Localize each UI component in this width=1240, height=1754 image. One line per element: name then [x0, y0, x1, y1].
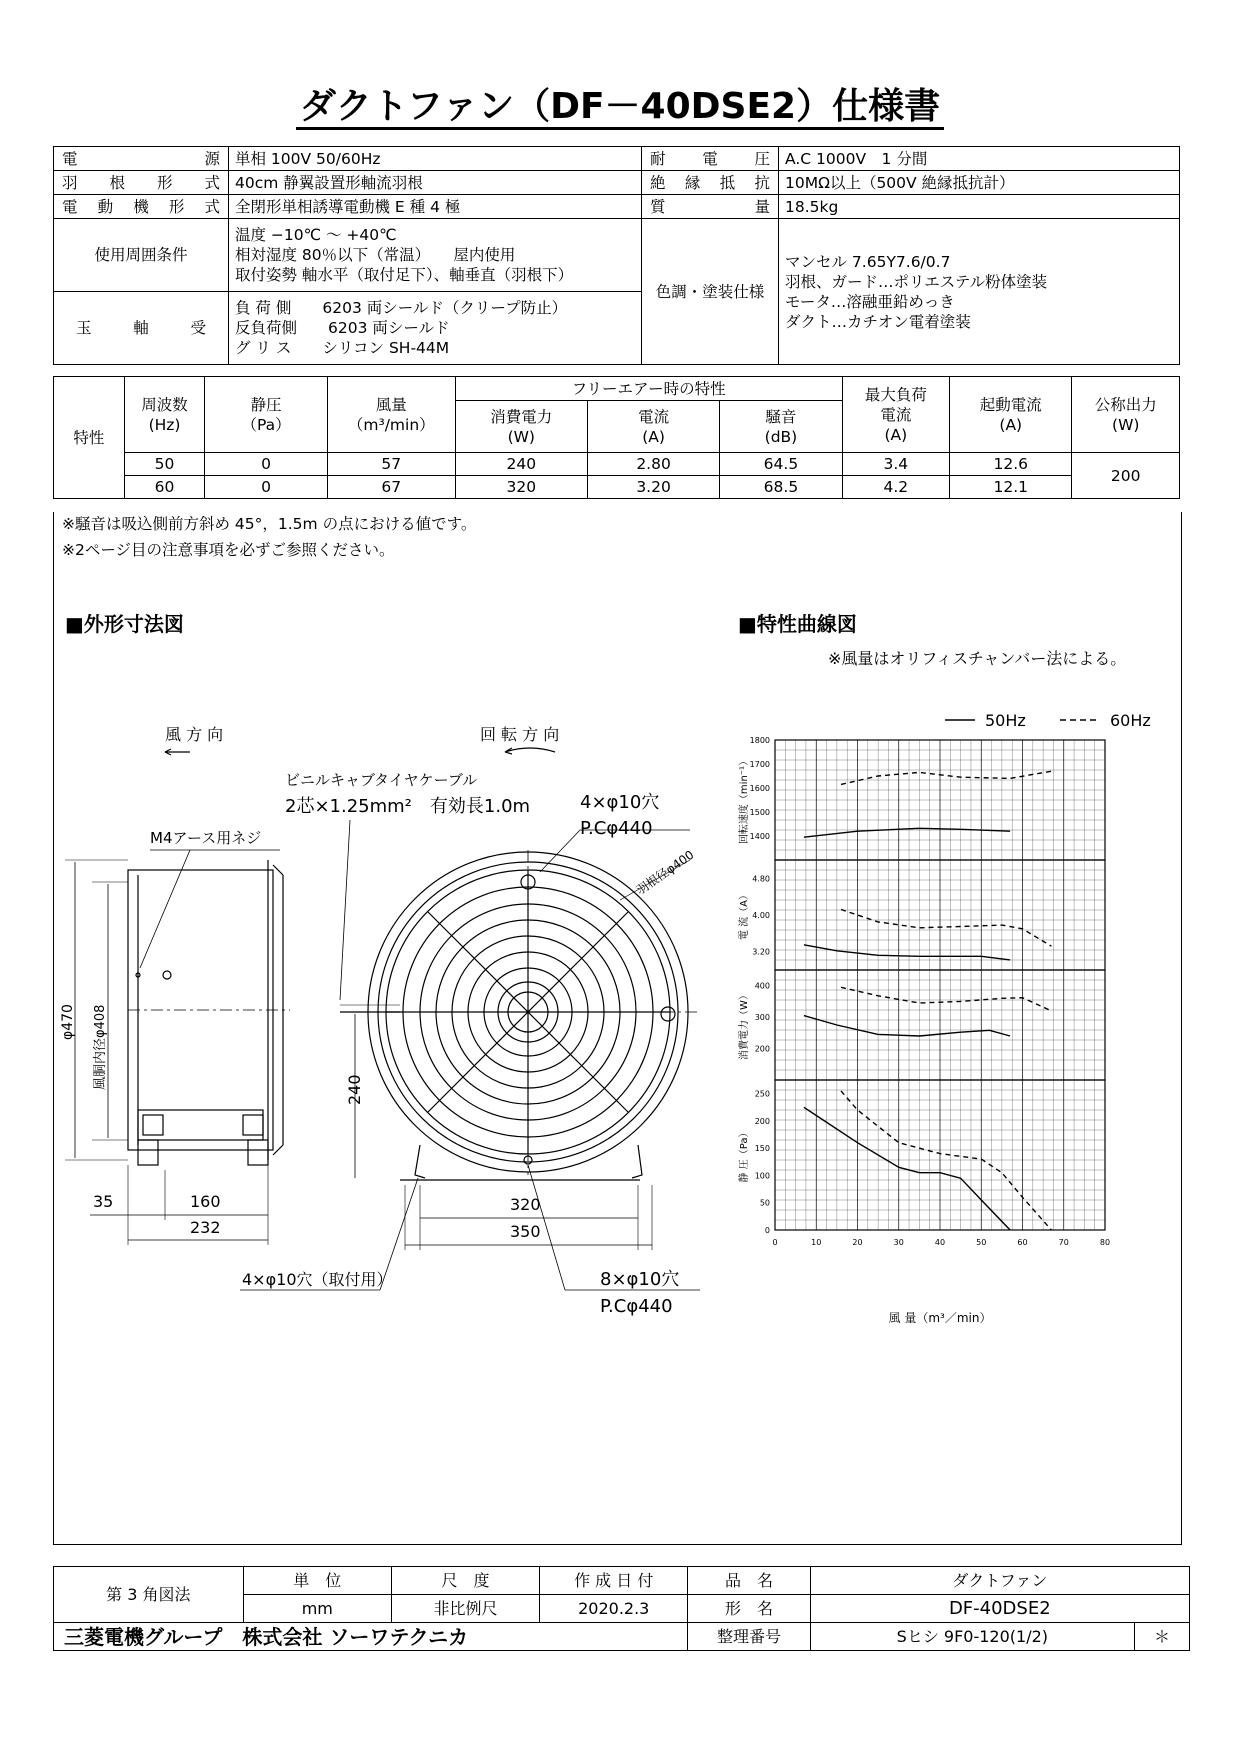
model-label: 形 名 [688, 1595, 810, 1623]
free-air-header: フリーエアー時の特性 [455, 377, 842, 401]
x-tick-label: 50 [976, 1238, 987, 1247]
date-value: 2020.2.3 [540, 1595, 688, 1623]
y-tick-label: 400 [754, 981, 770, 991]
perf-label: 特性 [54, 377, 125, 499]
dim-350: 350 [510, 1222, 541, 1241]
dim-408: 風胴内径φ408 [93, 1004, 108, 1090]
cell: 12.1 [950, 476, 1072, 499]
motor-label: 電動機形式 [54, 195, 229, 219]
color-line: モータ…溶融亜鉛めっき [785, 292, 955, 311]
x-tick-label: 60 [1017, 1238, 1028, 1247]
bearing-line: 反負荷側 6203 両シールド [235, 319, 450, 337]
cell: 60 [124, 476, 205, 499]
document-title: ダクトファン（DF－40DSE2）仕様書 [0, 78, 1240, 129]
cell: 0 [205, 476, 328, 499]
color-line: 羽根、ガード…ポリエステル粉体塗装 [785, 272, 1048, 291]
x-tick-label: 70 [1058, 1238, 1069, 1247]
holes-bottom-label: 8×φ10穴 [600, 1269, 680, 1290]
unit-label: 単 位 [243, 1567, 391, 1595]
power-label: 電源 [54, 147, 229, 171]
y-tick-label: 1700 [749, 760, 770, 769]
y-axis-label: 消費電力（W） [739, 990, 750, 1060]
ref-value: Sヒシ 9F0-120(1/2) [810, 1623, 1134, 1651]
x-tick-label: 20 [852, 1238, 863, 1247]
y-tick-label: 100 [754, 1171, 770, 1181]
cell: 68.5 [720, 476, 842, 499]
ref-label: 整理番号 [688, 1623, 810, 1651]
y-tick-label: 1800 [749, 736, 770, 745]
rated-output-value: 200 [1072, 453, 1180, 499]
x-tick-label: 0 [772, 1238, 778, 1247]
chart-labels [737, 736, 1110, 1247]
y-tick-label: 150 [754, 1144, 770, 1154]
wind-direction-label: 風 方 向 [165, 725, 224, 744]
cell: 67 [327, 476, 455, 499]
current-header: 電流 (A) [587, 401, 719, 453]
y-tick-label: 4.80 [752, 874, 770, 884]
series-line-50Hz [804, 1107, 1010, 1230]
x-tick-label: 40 [934, 1238, 946, 1247]
curve-note: ※風量はオリフィスチャンバー法による。 [828, 649, 1127, 668]
env-value [229, 219, 642, 292]
color-line: マンセル 7.65Y7.6/0.7 [785, 252, 951, 271]
cell: 3.20 [587, 476, 719, 499]
pcd-bottom-label: P.Cφ440 [600, 1296, 673, 1317]
cell: 320 [455, 476, 587, 499]
cell: 2.80 [587, 453, 719, 476]
rated-output-header: 公称出力 (W) [1072, 377, 1180, 453]
dim-35: 35 [93, 1192, 114, 1211]
y-tick-label: 250 [754, 1089, 770, 1099]
cell: 240 [455, 453, 587, 476]
table-row [54, 453, 1180, 476]
color-value [779, 219, 1180, 365]
start-current-header: 起動電流 (A) [950, 377, 1072, 453]
chart-grid [775, 740, 1105, 1230]
y-axis-label: 電 流（A） [739, 889, 750, 941]
y-tick-label: 300 [754, 1013, 770, 1023]
cell: 12.6 [950, 453, 1072, 476]
y-tick-label: 3.20 [752, 947, 770, 957]
curve-heading: ■特性曲線図 [738, 612, 857, 636]
series-line-60Hz [841, 771, 1051, 784]
blade-label: 羽根形式 [54, 171, 229, 195]
freq-header: 周波数 (Hz) [124, 377, 205, 453]
mass-label: 質量 [642, 195, 779, 219]
cell: 57 [327, 453, 455, 476]
series-line-60Hz [841, 910, 1051, 947]
cell: 64.5 [720, 453, 842, 476]
table-row [54, 476, 1180, 499]
earth-screw-label: M4アース用ネジ [150, 829, 262, 847]
max-current-header: 最大負荷 電流 (A) [842, 377, 949, 453]
blade-diameter-label: 羽根径φ400 [633, 847, 697, 898]
color-label: 色調・塗装仕様 [642, 219, 779, 365]
dim-232: 232 [190, 1218, 221, 1237]
withstand-value: A.C 1000V 1 分間 [779, 147, 1180, 171]
airflow-header: 風量 （m³/min） [327, 377, 455, 453]
cell: 4.2 [842, 476, 949, 499]
performance-table [53, 376, 1180, 499]
bearing-line: 負 荷 側 6203 両シールド（クリープ防止） [235, 299, 568, 317]
title-block [53, 1566, 1190, 1651]
mark: ＊ [1135, 1623, 1190, 1651]
dim-160: 160 [190, 1192, 221, 1211]
insulation-label: 絶縁抵抗 [642, 171, 779, 195]
withstand-label: 耐電圧 [642, 147, 779, 171]
scale-label: 尺 度 [391, 1567, 539, 1595]
blade-value: 40cm 静翼設置形軸流羽根 [229, 171, 642, 195]
rotation-direction-label: 回 転 方 向 [480, 725, 560, 744]
cell: 0 [205, 453, 328, 476]
x-tick-label: 80 [1099, 1238, 1111, 1247]
mount-holes-label: 4×φ10穴（取付用） [242, 1270, 393, 1289]
cable-spec: 2芯×1.25mm² 有効長1.0m [285, 796, 531, 817]
name-label: 品 名 [688, 1567, 810, 1595]
characteristic-chart [735, 700, 1175, 1340]
color-line: ダクト…カチオン電着塗装 [785, 312, 971, 331]
y-axis-label: 回転速度（min⁻¹） [739, 755, 750, 845]
y-axis-label: 静 圧（Pa） [739, 1127, 750, 1183]
note: ※騒音は吸込側前方斜め 45°，1.5m の点における値です。 [62, 515, 477, 533]
scale-value: 非比例尺 [391, 1595, 539, 1623]
y-tick-label: 1600 [749, 784, 770, 793]
spec-table [53, 146, 1180, 365]
x-axis-label: 風 量（m³／min） [888, 1311, 992, 1325]
env-line: 取付姿勢 軸水平（取付足下）、軸垂直（羽根下） [235, 266, 574, 284]
company-name: 三菱電機グループ 株式会社 ソーワテクニカ [54, 1623, 688, 1651]
series-line-60Hz [841, 987, 1051, 1011]
dimension-drawing [55, 680, 735, 1330]
cell: 3.4 [842, 453, 949, 476]
static-header: 静圧 （Pa） [205, 377, 328, 453]
bearing-label: 玉軸受 [54, 292, 229, 365]
y-tick-label: 4.00 [752, 911, 770, 920]
unit-value: mm [243, 1595, 391, 1623]
mass-value: 18.5kg [779, 195, 1180, 219]
y-tick-label: 1400 [749, 832, 770, 841]
dim-470: φ470 [60, 1004, 76, 1040]
projection: 第 3 角図法 [54, 1567, 244, 1623]
insulation-value: 10MΩ以上（500V 絶縁抵抗計） [779, 171, 1180, 195]
y-tick-label: 200 [754, 1116, 770, 1126]
y-tick-label: 1500 [749, 808, 770, 817]
date-label: 作 成 日 付 [540, 1567, 688, 1595]
cable-label: ビニルキャブタイヤケーブル [285, 771, 478, 789]
series-line-50Hz [804, 828, 1010, 837]
cell: 50 [124, 453, 205, 476]
env-label: 使用周囲条件 [54, 219, 229, 292]
power-value: 単相 100V 50/60Hz [229, 147, 642, 171]
bearing-value [229, 292, 642, 365]
legend-50: 50Hz [985, 711, 1026, 730]
x-tick-label: 10 [811, 1238, 822, 1247]
dim-320: 320 [510, 1195, 541, 1214]
model-value: DF-40DSE2 [810, 1595, 1189, 1623]
series-line-50Hz [804, 1016, 1010, 1036]
dimension-heading: ■外形寸法図 [65, 612, 184, 636]
series-line-50Hz [804, 945, 1010, 960]
motor-value: 全閉形単相誘導電動機 E 種 4 極 [229, 195, 642, 219]
dim-240: 240 [345, 1074, 364, 1105]
series-line-60Hz [841, 1091, 1051, 1230]
holes-top-label: 4×φ10穴 [580, 792, 660, 813]
note: ※2ページ目の注意事項を必ずご参照ください。 [62, 541, 395, 559]
legend-60: 60Hz [1110, 711, 1151, 730]
y-tick-label: 200 [754, 1044, 770, 1054]
product-name: ダクトファン [810, 1567, 1189, 1595]
y-tick-label: 50 [759, 1198, 770, 1208]
noise-header: 騒音 (dB) [720, 401, 842, 453]
bearing-line: グ リ ス シリコン SH-44M [235, 339, 450, 357]
power-header: 消費電力 (W) [455, 401, 587, 453]
y-tick-label: 0 [764, 1226, 770, 1235]
env-line: 温度 −10℃ ～ +40℃ [235, 226, 397, 244]
pcd-top-label: P.Cφ440 [580, 818, 653, 839]
env-line: 相対湿度 80％以下（常温） 屋内使用 [235, 246, 516, 264]
x-tick-label: 30 [893, 1238, 904, 1247]
